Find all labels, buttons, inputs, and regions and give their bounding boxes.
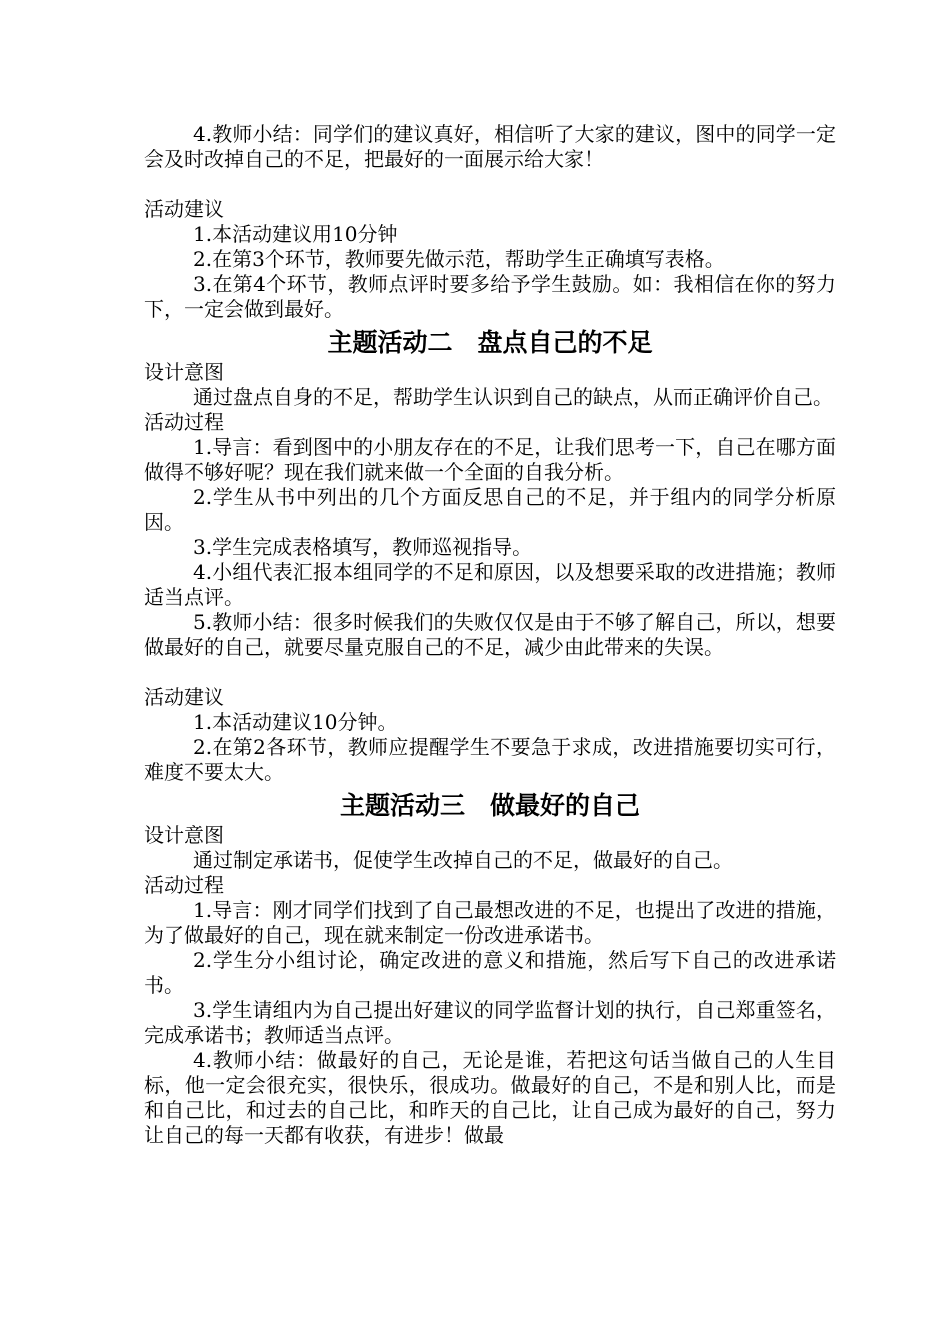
spacer <box>144 172 836 197</box>
suggestion-item: 3.在第4个环节，教师点评时要多给予学生鼓励。如：我相信在你的努力下，一定会做到最好。 <box>144 272 836 321</box>
spacer <box>144 660 836 685</box>
process-item: 3.学生完成表格填写，教师巡视指导。 <box>193 535 533 559</box>
suggestion-item: 2.在第2各环节，教师应提醒学生不要急于求成，改进措施要切实可行，难度不要太大。 <box>144 735 836 784</box>
section-label-suggestions: 活动建议 <box>144 685 224 709</box>
process-item: 2.学生分小组讨论，确定改进的意义和措施，然后写下自己的改进承诺书。 <box>144 948 836 997</box>
process-item: 1.导言：看到图中的小朋友存在的不足，让我们思考一下，自己在哪方面做得不够好呢？现在我们就来做一个全面的自我分析。 <box>144 435 836 484</box>
process-item: 4.小组代表汇报本组同学的不足和原因，以及想要采取的改进措施；教师适当点评。 <box>144 560 836 609</box>
suggestion-item: 1.本活动建议10分钟。 <box>193 710 398 734</box>
section-label-suggestions: 活动建议 <box>144 197 224 221</box>
section-label-design: 设计意图 <box>144 360 224 384</box>
process-item: 3.学生请组内为自己提出好建议的同学监督计划的执行，自己郑重签名，完成承诺书；教师适当点评。 <box>144 998 836 1047</box>
section-label-process: 活动过程 <box>144 410 224 434</box>
activity-2-title: 主题活动二 盘点自己的不足 <box>327 328 653 357</box>
suggestion-item: 2.在第3个环节，教师要先做示范，帮助学生正确填写表格。 <box>193 247 725 271</box>
activity-3-title: 主题活动三 做最好的自己 <box>339 791 640 820</box>
section-label-design: 设计意图 <box>144 823 224 847</box>
process-item: 5.教师小结：很多时候我们的失败仅仅是由于不够了解自己，所以，想要做最好的自己，就要尽量克服自己的不足，减少由此带来的失误。 <box>144 610 836 659</box>
document-page <box>144 122 836 1148</box>
suggestion-item: 1.本活动建议用10分钟 <box>193 222 398 246</box>
process-item: 4.教师小结：做最好的自己，无论是谁，若把这句话当做自己的人生目标，他一定会很充实，很快乐，很成功。做最好的自己，不是和别人比，而是和自己比，和过去的自己比，和昨天的自己比，让自己成为最好的自己，努力让自己的每一天都有收获，有进步！做最 <box>144 1048 836 1147</box>
section-label-process: 活动过程 <box>144 873 224 897</box>
teacher-summary-paragraph: 4.教师小结：同学们的建议真好，相信听了大家的建议，图中的同学一定会及时改掉自己的不足，把最好的一面展示给大家！ <box>144 122 836 171</box>
design-intent-text: 通过制定承诺书，促使学生改掉自己的不足，做最好的自己。 <box>193 848 733 872</box>
process-item: 1.导言：刚才同学们找到了自己最想改进的不足，也提出了改进的措施，为了做最好的自己，现在就来制定一份改进承诺书。 <box>144 898 836 947</box>
process-item: 2.学生从书中列出的几个方面反思自己的不足，并于组内的同学分析原因。 <box>144 485 836 534</box>
design-intent-text: 通过盘点自身的不足，帮助学生认识到自己的缺点，从而正确评价自己。 <box>193 385 833 409</box>
